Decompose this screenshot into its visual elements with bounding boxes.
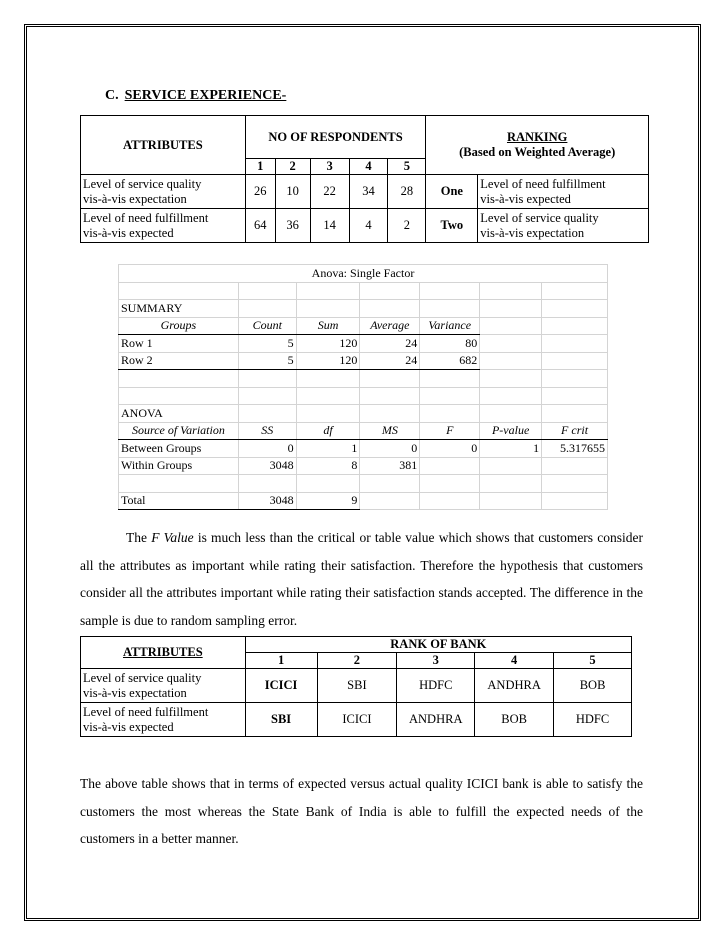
- summary-cell: 120: [296, 335, 360, 353]
- value-cell: 2: [388, 209, 426, 243]
- section-heading: [105, 88, 286, 104]
- anova-header: P-value: [480, 422, 542, 440]
- value-cell: 64: [245, 209, 275, 243]
- bank-cell: BOB: [475, 703, 554, 737]
- table-row: [81, 175, 649, 209]
- value-cell: 34: [349, 175, 388, 209]
- attributes-header: ATTRIBUTES: [81, 116, 246, 175]
- table-row: [119, 352, 608, 370]
- attribute-line: Level of need fulfillment: [83, 210, 209, 225]
- summary-cell: Row 2: [119, 352, 239, 370]
- anova-cell: 1: [296, 440, 360, 458]
- bank-cell: ANDHRA: [475, 669, 554, 703]
- col-header: 4: [349, 159, 388, 175]
- anova-label: ANOVA: [119, 405, 239, 423]
- anova-cell: 5.317655: [542, 440, 608, 458]
- attributes-header: ATTRIBUTES: [81, 637, 246, 669]
- anova-header: F: [420, 422, 480, 440]
- value-cell: 22: [310, 175, 349, 209]
- rank-cell: One: [426, 175, 478, 209]
- ranked-line: Level of service quality: [480, 210, 599, 225]
- bank-cell: HDFC: [554, 703, 632, 737]
- para-text: is much less than the critical or table value which shows that customers consider all the attributes as important while rating their satisfaction. Therefore the hypothesis that customers consider all the attributes important while rating their satisfaction stands accepted. The difference in the sample is due to random sampling error.: [80, 530, 643, 628]
- value-cell: 14: [310, 209, 349, 243]
- interpretation-paragraph: [80, 524, 643, 634]
- anova-cell: 1: [480, 440, 542, 458]
- ranking-subtitle: (Based on Weighted Average): [459, 145, 616, 159]
- summary-label: SUMMARY: [119, 300, 239, 318]
- table-row: [119, 440, 608, 458]
- respondents-header: NO OF RESPONDENTS: [245, 116, 426, 159]
- anova-header: MS: [360, 422, 420, 440]
- table-row: [119, 457, 608, 475]
- summary-cell: 24: [360, 352, 420, 370]
- table-row: [119, 492, 608, 510]
- attribute-cell: [81, 209, 246, 243]
- summary-cell: 5: [238, 335, 296, 353]
- attribute-line: vis-à-vis expectation: [83, 685, 187, 700]
- summary-cell: 24: [360, 335, 420, 353]
- col-header: 2: [275, 159, 310, 175]
- anova-header: F crit: [542, 422, 608, 440]
- table-row: [81, 669, 632, 703]
- summary-header: Count: [238, 317, 296, 335]
- anova-cell: 0: [238, 440, 296, 458]
- table-row: [81, 209, 649, 243]
- attribute-line: vis-à-vis expectation: [83, 191, 187, 206]
- rank-of-bank-header: RANK OF BANK: [245, 637, 631, 653]
- anova-header: SS: [238, 422, 296, 440]
- table-row: [81, 703, 632, 737]
- col-header: 5: [554, 653, 632, 669]
- total-cell: 9: [296, 492, 360, 510]
- value-cell: 10: [275, 175, 310, 209]
- anova-cell: 3048: [238, 457, 296, 475]
- col-header: 1: [245, 159, 275, 175]
- ranking-header: [426, 116, 649, 175]
- summary-cell: 80: [420, 335, 480, 353]
- summary-cell: 682: [420, 352, 480, 370]
- col-header: 5: [388, 159, 426, 175]
- section-title: SERVICE EXPERIENCE-: [124, 88, 287, 103]
- value-cell: 26: [245, 175, 275, 209]
- attribute-cell: [81, 703, 246, 737]
- bank-cell: SBI: [317, 669, 397, 703]
- total-cell: Total: [119, 492, 239, 510]
- col-header: 1: [245, 653, 317, 669]
- bank-cell: ICICI: [317, 703, 397, 737]
- para-emphasis: F Value: [151, 530, 194, 545]
- value-cell: 4: [349, 209, 388, 243]
- col-header: 4: [475, 653, 554, 669]
- respondents-table: [80, 115, 649, 243]
- attribute-line: Level of service quality: [83, 670, 202, 685]
- col-header: 2: [317, 653, 397, 669]
- bank-cell: BOB: [554, 669, 632, 703]
- anova-grid: [118, 264, 608, 510]
- summary-cell: 5: [238, 352, 296, 370]
- bank-cell: ICICI: [245, 669, 317, 703]
- bank-cell: ANDHRA: [397, 703, 475, 737]
- conclusion-paragraph: The above table shows that in terms of expected versus actual quality ICICI bank is able to satisfy the customers the most whereas the State Bank of India is able to fulfill the expected needs of the customers in a better manner.: [80, 776, 643, 846]
- ranking-title: RANKING: [506, 130, 568, 144]
- anova-title: Anova: Single Factor: [119, 265, 608, 283]
- attribute-line: Level of service quality: [83, 176, 202, 191]
- summary-cell: Row 1: [119, 335, 239, 353]
- anova-cell: 8: [296, 457, 360, 475]
- attribute-cell: [81, 175, 246, 209]
- ranked-line: Level of need fulfillment: [480, 176, 606, 191]
- ranked-line: vis-à-vis expected: [480, 191, 571, 206]
- anova-cell: Within Groups: [119, 457, 239, 475]
- attribute-line: vis-à-vis expected: [83, 225, 174, 240]
- bank-cell: HDFC: [397, 669, 475, 703]
- attribute-line: vis-à-vis expected: [83, 719, 174, 734]
- summary-header: Sum: [296, 317, 360, 335]
- anova-cell: 0: [360, 440, 420, 458]
- summary-cell: 120: [296, 352, 360, 370]
- col-header: 3: [310, 159, 349, 175]
- para-text: The: [126, 530, 152, 545]
- value-cell: 28: [388, 175, 426, 209]
- ranked-attribute-cell: [478, 175, 649, 209]
- total-cell: 3048: [238, 492, 296, 510]
- anova-cell: Between Groups: [119, 440, 239, 458]
- ranked-attribute-cell: [478, 209, 649, 243]
- anova-header: Source of Variation: [119, 422, 239, 440]
- bank-rank-table: [80, 636, 632, 737]
- ranked-line: vis-à-vis expectation: [480, 225, 585, 240]
- col-header: 3: [397, 653, 475, 669]
- value-cell: 36: [275, 209, 310, 243]
- summary-header: Groups: [119, 317, 239, 335]
- anova-cell: 0: [420, 440, 480, 458]
- section-letter: C.: [105, 88, 119, 103]
- attribute-cell: [81, 669, 246, 703]
- bank-cell: SBI: [245, 703, 317, 737]
- rank-cell: Two: [426, 209, 478, 243]
- anova-cell: 381: [360, 457, 420, 475]
- attribute-line: Level of need fulfillment: [83, 704, 209, 719]
- table-row: [119, 335, 608, 353]
- summary-header: Variance: [420, 317, 480, 335]
- summary-header: Average: [360, 317, 420, 335]
- anova-header: df: [296, 422, 360, 440]
